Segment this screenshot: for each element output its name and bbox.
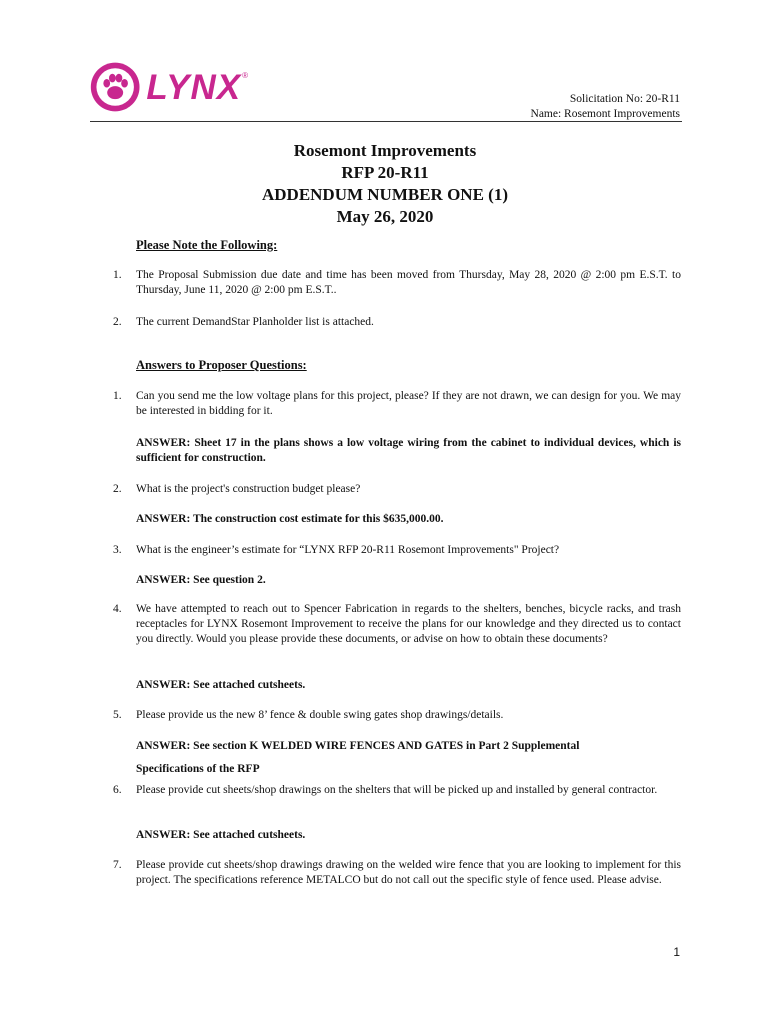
question-item — [113, 783, 681, 798]
paw-icon — [88, 58, 142, 116]
note-number: 1. — [113, 269, 122, 281]
question-text: Please provide us the new 8’ fence & double swing gates shop drawings/details. — [136, 709, 504, 721]
answer-text: ANSWER: See section K WELDED WIRE FENCES AND GATES in Part 2 Supplemental — [136, 740, 580, 752]
question-item — [113, 858, 681, 888]
answer-text-continued: Specifications of the RFP — [136, 763, 260, 775]
question-item — [113, 543, 681, 558]
solicitation-number: Solicitation No: 20-R11 — [569, 93, 680, 105]
title-date: May 26, 2020 — [336, 207, 434, 226]
question-number: 7. — [113, 859, 122, 871]
logo-wordmark: LYNX — [146, 67, 242, 107]
question-text: We have attempted to reach out to Spencer Fabrication in regards to the shelters, benches, bicycle racks, and trash receptacles for LYNX Rosemont Improvement to receive the plans for our knowledge and they directed us to contact you directly. Would you please provide these documents, or advise on how to obtain these documents? — [136, 603, 681, 645]
question-number: 6. — [113, 784, 122, 796]
question-number: 5. — [113, 709, 122, 721]
note-number: 2. — [113, 316, 122, 328]
question-text: Please provide cut sheets/shop drawings on the shelters that will be picked up and installed by general contractor. — [136, 784, 658, 796]
title-project: Rosemont Improvements — [293, 141, 477, 160]
answer-text: ANSWER: See attached cutsheets. — [136, 679, 306, 691]
registered-mark: ® — [242, 70, 248, 80]
notes-heading: Please Note the Following: — [136, 238, 278, 252]
page-number: 1 — [673, 945, 680, 959]
question-number: 1. — [113, 390, 122, 402]
title-addendum: ADDENDUM NUMBER ONE (1) — [261, 185, 508, 204]
question-number: 3. — [113, 544, 122, 556]
lynx-logo — [88, 58, 248, 116]
header-divider — [90, 121, 682, 122]
question-number: 2. — [113, 483, 122, 495]
answer-text: ANSWER: The construction cost estimate for this $635,000.00. — [136, 513, 444, 525]
answer-text: ANSWER: See question 2. — [136, 574, 266, 586]
answer-text: ANSWER: See attached cutsheets. — [136, 829, 306, 841]
answer-text: ANSWER: Sheet 17 in the plans shows a low voltage wiring from the cabinet to individual devices, which is sufficient for construction. — [136, 437, 681, 464]
question-text: Can you send me the low voltage plans for this project, please? If they are not drawn, we can design for you. We may be interested in bidding for it. — [136, 390, 681, 417]
question-item — [113, 708, 681, 723]
note-item — [113, 268, 681, 298]
document-header-info — [531, 92, 680, 122]
question-text: What is the engineer’s estimate for “LYNX RFP 20-R11 Rosemont Improvements" Project? — [136, 544, 560, 556]
question-text: Please provide cut sheets/shop drawings drawing on the welded wire fence that you are looking to implement for this project. The specifications reference METALCO but do not call out the specific style of fence used. Please advise. — [136, 859, 681, 886]
question-number: 4. — [113, 603, 122, 615]
note-text: The Proposal Submission due date and time has been moved from Thursday, May 28, 2020 @ 2:00 pm E.S.T. to Thursday, June 11, 2020 @ 2:00 pm E.S.T.. — [136, 269, 681, 296]
question-item — [113, 482, 681, 497]
question-item — [113, 602, 681, 647]
title-rfp: RFP 20-R11 — [341, 163, 429, 182]
solicitation-name: Name: Rosemont Improvements — [530, 108, 680, 120]
questions-heading: Answers to Proposer Questions: — [136, 358, 307, 372]
note-text: The current DemandStar Planholder list is attached. — [136, 316, 374, 328]
note-item — [113, 315, 681, 330]
question-item — [113, 389, 681, 419]
document-title — [0, 140, 770, 228]
question-text: What is the project's construction budget please? — [136, 483, 361, 495]
